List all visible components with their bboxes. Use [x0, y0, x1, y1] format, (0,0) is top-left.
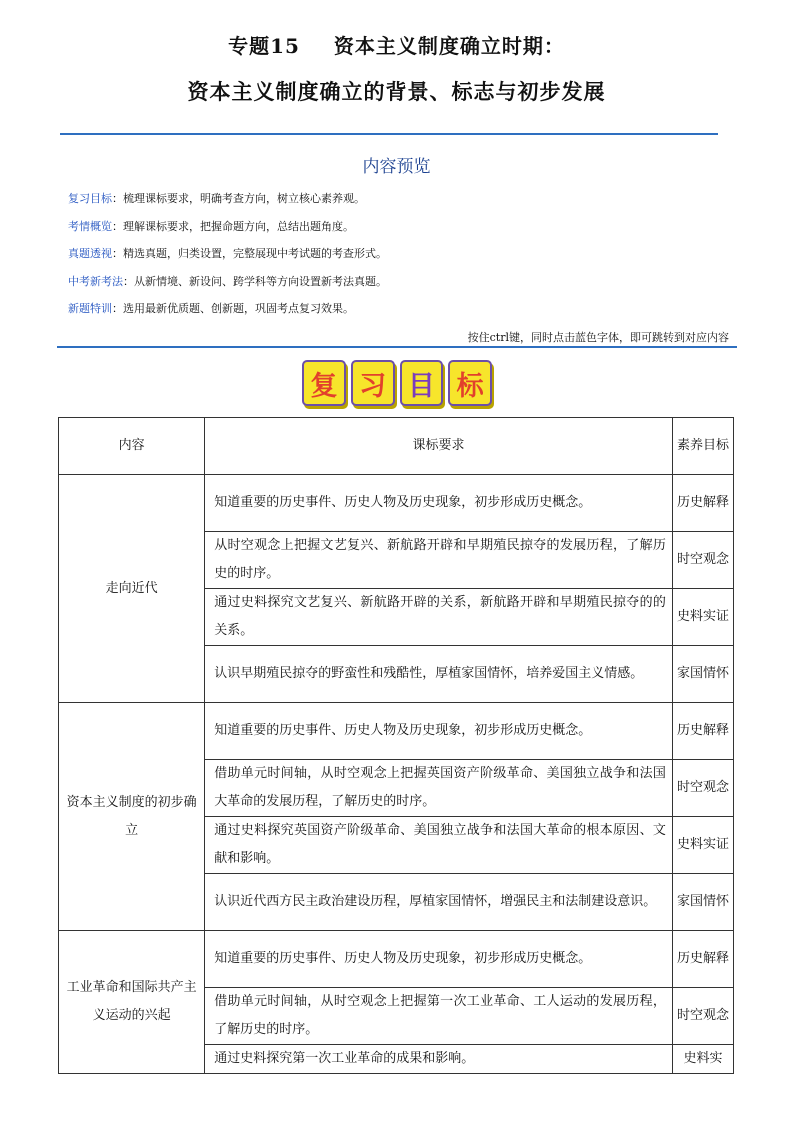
table-row: [59, 931, 734, 988]
preview-desc: 梳理课标要求，明确考查方向，树立核心素养观。: [123, 192, 365, 205]
requirement-cell: 从时空观念上把握文艺复兴、新航路开辟和早期殖民掠夺的发展历程，了解历史的时序。: [205, 532, 673, 589]
preview-link[interactable]: 中考新考法: [68, 274, 123, 288]
preview-link[interactable]: 真题透视: [68, 247, 112, 260]
preview-desc: 从新情境、新设问、跨学科等方向设置新考法真题。: [134, 274, 387, 288]
banner-char: 复: [302, 360, 346, 406]
requirement-cell: 通过史料探究第一次工业革命的成果和影响。: [205, 1045, 673, 1074]
requirement-cell: 借助单元时间轴，从时空观念上把握第一次工业革命、工人运动的发展历程，了解历史的时序。: [205, 988, 673, 1045]
topic-subtitle: 资本主义制度确立时期：: [333, 34, 565, 58]
header-literacy: 素养目标: [672, 418, 733, 475]
requirement-cell: 通过史料探究文艺复兴、新航路开辟的关系，新航路开辟和早期殖民掠夺的的关系。: [205, 589, 673, 646]
requirement-cell: 知道重要的历史事件、历史人物及历史现象，初步形成历史概念。: [205, 475, 673, 532]
page-title-line1: [0, 30, 793, 59]
preview-link[interactable]: 新题特训: [68, 302, 112, 315]
table-header-row: [59, 418, 734, 475]
literacy-cell: 时空观念: [672, 532, 733, 589]
preview-item-new-training[interactable]: 新题特训：选用最新优质题、创新题，巩固考点复习效果。: [68, 302, 354, 315]
page-title-main: 资本主义制度确立的背景、标志与初步发展: [187, 79, 606, 104]
preview-link[interactable]: 复习目标: [68, 192, 112, 205]
literacy-cell: 时空观念: [672, 988, 733, 1045]
content-category: 工业革命和国际共产主义运动的兴起: [59, 931, 205, 1074]
preview-list: [68, 190, 748, 328]
literacy-cell: 史料实证: [672, 589, 733, 646]
header-requirements: 课标要求: [205, 418, 673, 475]
table-row: [59, 703, 734, 760]
content-category: 资本主义制度的初步确立: [59, 703, 205, 931]
requirement-cell: 认识早期殖民掠夺的野蛮性和残酷性，厚植家国情怀，培养爱国主义情感。: [205, 646, 673, 703]
preview-link[interactable]: 考情概览: [68, 219, 112, 233]
literacy-cell: 史料实: [672, 1045, 733, 1074]
requirement-cell: 借助单元时间轴，从时空观念上把握英国资产阶级革命、美国独立战争和法国大革命的发展历程，了解历史的时序。: [205, 760, 673, 817]
table-row: [59, 475, 734, 532]
requirement-cell: 知道重要的历史事件、历史人物及历史现象，初步形成历史概念。: [205, 703, 673, 760]
preview-desc: 理解课标要求，把握命题方向，总结出题角度。: [123, 219, 354, 233]
bottom-divider: [57, 346, 737, 348]
requirement-cell: 认识近代西方民主政治建设历程，厚植家国情怀，增强民主和法制建设意识。: [205, 874, 673, 931]
preview-desc: 选用最新优质题、创新题，巩固考点复习效果。: [123, 302, 354, 315]
header-content: 内容: [59, 418, 205, 475]
content-category: 走向近代: [59, 475, 205, 703]
preview-item-new-methods[interactable]: 中考新考法：从新情境、新设问、跨学科等方向设置新考法真题。: [68, 274, 387, 288]
requirement-cell: 通过史料探究英国资产阶级革命、美国独立战争和法国大革命的根本原因、文献和影响。: [205, 817, 673, 874]
preview-item-real-questions[interactable]: 真题透视：精选真题，归类设置，完整展现中考试题的考查形式。: [68, 247, 387, 260]
preview-heading: 内容预览: [362, 157, 431, 177]
literacy-cell: 史料实证: [672, 817, 733, 874]
literacy-cell: 家国情怀: [672, 646, 733, 703]
top-divider: [60, 133, 718, 135]
banner-char: 习: [351, 360, 395, 406]
review-goals-banner: [302, 360, 492, 408]
literacy-cell: 历史解释: [672, 703, 733, 760]
literacy-cell: 历史解释: [672, 475, 733, 532]
literacy-cell: 时空观念: [672, 760, 733, 817]
literacy-cell: 家国情怀: [672, 874, 733, 931]
banner-char: 目: [400, 360, 444, 406]
preview-item-exam-overview[interactable]: 考情概览：理解课标要求，把握命题方向，总结出题角度。: [68, 219, 354, 233]
literacy-cell: 历史解释: [672, 931, 733, 988]
curriculum-goals-table: [58, 417, 734, 1074]
ctrl-click-hint: 按住ctrl键，同时点击蓝色字体，即可跳转到对应内容: [467, 331, 729, 344]
banner-char: 标: [448, 360, 492, 406]
requirement-cell: 知道重要的历史事件、历史人物及历史现象，初步形成历史概念。: [205, 931, 673, 988]
topic-number: 专题15: [228, 34, 300, 58]
preview-desc: 精选真题，归类设置，完整展现中考试题的考查形式。: [123, 247, 387, 260]
preview-item-review-goals[interactable]: 复习目标：梳理课标要求，明确考查方向，树立核心素养观。: [68, 192, 365, 205]
